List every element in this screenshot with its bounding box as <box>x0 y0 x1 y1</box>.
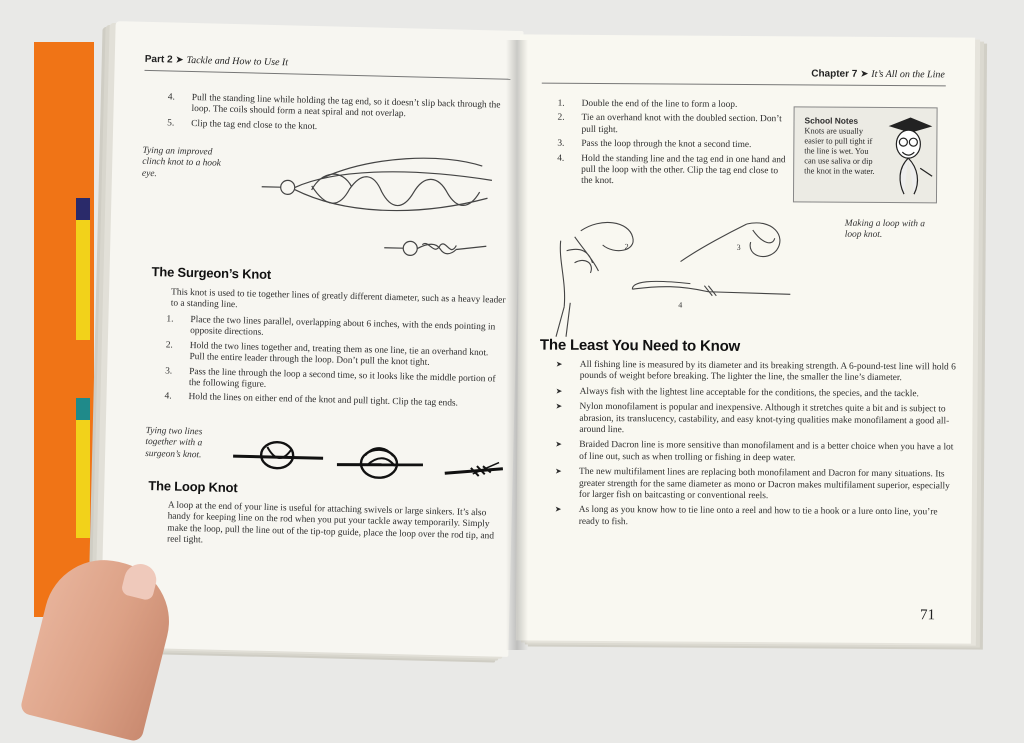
list-item: 4. Pull the standing line while holding the tag end, so it doesn’t slip back through the loop. The coils should form a neat spiral and not overlap. <box>167 92 501 120</box>
school-notes-box <box>793 106 938 203</box>
list-item: ➤ Always fish with the lightest line acceptable for the conditions, the species, and the tackle. <box>555 386 919 400</box>
chapter-label: Chapter 7 <box>811 68 858 80</box>
book-gutter-shadow <box>506 40 528 650</box>
list-item: 1. Double the end of the line to form a loop. <box>557 98 738 110</box>
arrow-right-icon: ➤ <box>175 54 187 66</box>
steps-top-list <box>167 92 510 141</box>
part-label: Part 2 <box>144 53 173 66</box>
list-item: ➤ All fishing line is measured by its diameter and its breaking strength. A 6-pound-test line will hold 6 pounds of weight before breaking. The lighter the line, the smaller the line’s diameter. <box>555 359 956 384</box>
list-item: 3. Pass the loop through the knot a second time. <box>557 138 752 151</box>
surgeons-steps-list <box>164 314 506 415</box>
list-item: 3. Pass the line through the loop a second time, so it looks like the middle portion of the following figure. <box>165 366 496 390</box>
surgeons-knot-heading: The Surgeon’s Knot <box>151 264 272 282</box>
arrow-right-icon: ➤ <box>554 505 562 515</box>
clinch-knot-illustration <box>250 148 513 264</box>
figure-number-2: 2 <box>624 242 629 252</box>
header-rule <box>542 83 946 87</box>
least-heading: The Least You Need to Know <box>539 336 741 355</box>
right-running-head <box>811 68 945 80</box>
cover-stripe-yellow-lower <box>76 420 90 538</box>
arrow-right-icon: ➤ <box>555 401 563 411</box>
arrow-right-icon: ➤ <box>555 440 562 450</box>
loop-knot-heading: The Loop Knot <box>148 478 238 496</box>
list-item: ➤ Braided Dacron line is more sensitive than monofilament and is a better choice when you have a lot of line out, such as when trolling or fishing in deep water. <box>555 440 954 464</box>
part-title: Tackle and How to Use It <box>186 54 289 69</box>
loop-steps-list <box>557 98 788 192</box>
chapter-title: It’s All on the Line <box>871 68 945 81</box>
list-item: ➤ The new multifilament lines are replacing both monofilament and Dacron for many situations. Its greater strength for the same diameter as mono or Dacron makes multifilament superior, especially for larger fish on baitcasting or conventional reels. <box>555 466 950 502</box>
arrow-right-icon: ➤ <box>555 466 562 476</box>
surgeons-intro: This knot is used to tie together lines of greatly different diameter, such as a heavy leader to a standing line. <box>170 287 506 311</box>
surgeons-knot-illustration <box>232 432 503 489</box>
arrow-right-icon: ➤ <box>555 359 563 369</box>
loop-knot-text: A loop at the end of your line is useful for attaching swivels or large sinkers. It’s also handy for keeping line on the rod when you put your tackle away temporarily. Simply make the loop, pull the line out of the tip-top guide, place the loop over the rod tip, and reel tight. <box>166 500 495 546</box>
list-item: 4. Hold the standing line and the tag end in one hand and pull the loop with the other. Clip the tag end close to the knot. <box>557 153 786 187</box>
list-item: 2. Tie an overhand knot with the doubled section. Don’t pull tight. <box>557 113 782 135</box>
loop-caption: Making a loop with a loop knot. <box>844 218 926 241</box>
loop-knot-illustration <box>540 211 841 343</box>
left-page <box>100 21 523 657</box>
figure-number-3: 3 <box>736 242 741 252</box>
page-number: 71 <box>920 607 936 624</box>
cover-stripe-yellow <box>76 220 90 340</box>
professor-cartoon-icon <box>880 112 935 198</box>
list-item: 5. Clip the tag end close to the knot. <box>167 118 318 132</box>
school-notes-title: School Notes <box>804 115 859 126</box>
arrow-right-icon: ➤ <box>555 386 563 396</box>
list-item: 4. Hold the lines on either end of the knot and pull tight. Clip the tag ends. <box>164 391 459 410</box>
arrow-right-icon: ➤ <box>860 68 872 80</box>
clinch-caption: Tying an improved clinch knot to a hook eye. <box>141 145 222 179</box>
list-item: 2. Hold the two lines together and, treating them as one line, tie an overhand knot. Pull the entire leader through the loop. Don’t pull the knot tight. <box>165 340 489 369</box>
header-rule <box>145 70 511 80</box>
cover-stripe-navy <box>76 198 90 220</box>
school-notes-text: Knots are usually easier to pull tight if the line is wet. You can use saliva or dip the knot in the water. <box>804 126 875 176</box>
right-page <box>516 34 975 643</box>
surgeons-caption: Tying two lines together with a surgeon’s knot. <box>145 425 203 461</box>
figure-number-4: 4 <box>678 300 683 310</box>
list-item: 1. Place the two lines parallel, overlapping about 6 inches, with the ends pointing in opposite directions. <box>166 314 496 339</box>
list-item: ➤ Nylon monofilament is popular and inexpensive. Although it stretches quite a bit and is subject to abrasion, its translucency, castability, and easy knot-tying qualities make monofilament a good all-around line. <box>555 401 950 436</box>
list-item: ➤ As long as you know how to tie line onto a reel and how to tie a hook or a lure onto line, you’re ready to fish. <box>554 505 938 528</box>
least-bullets <box>554 359 960 534</box>
cover-stripe-teal <box>76 398 90 420</box>
left-running-head <box>145 54 289 68</box>
